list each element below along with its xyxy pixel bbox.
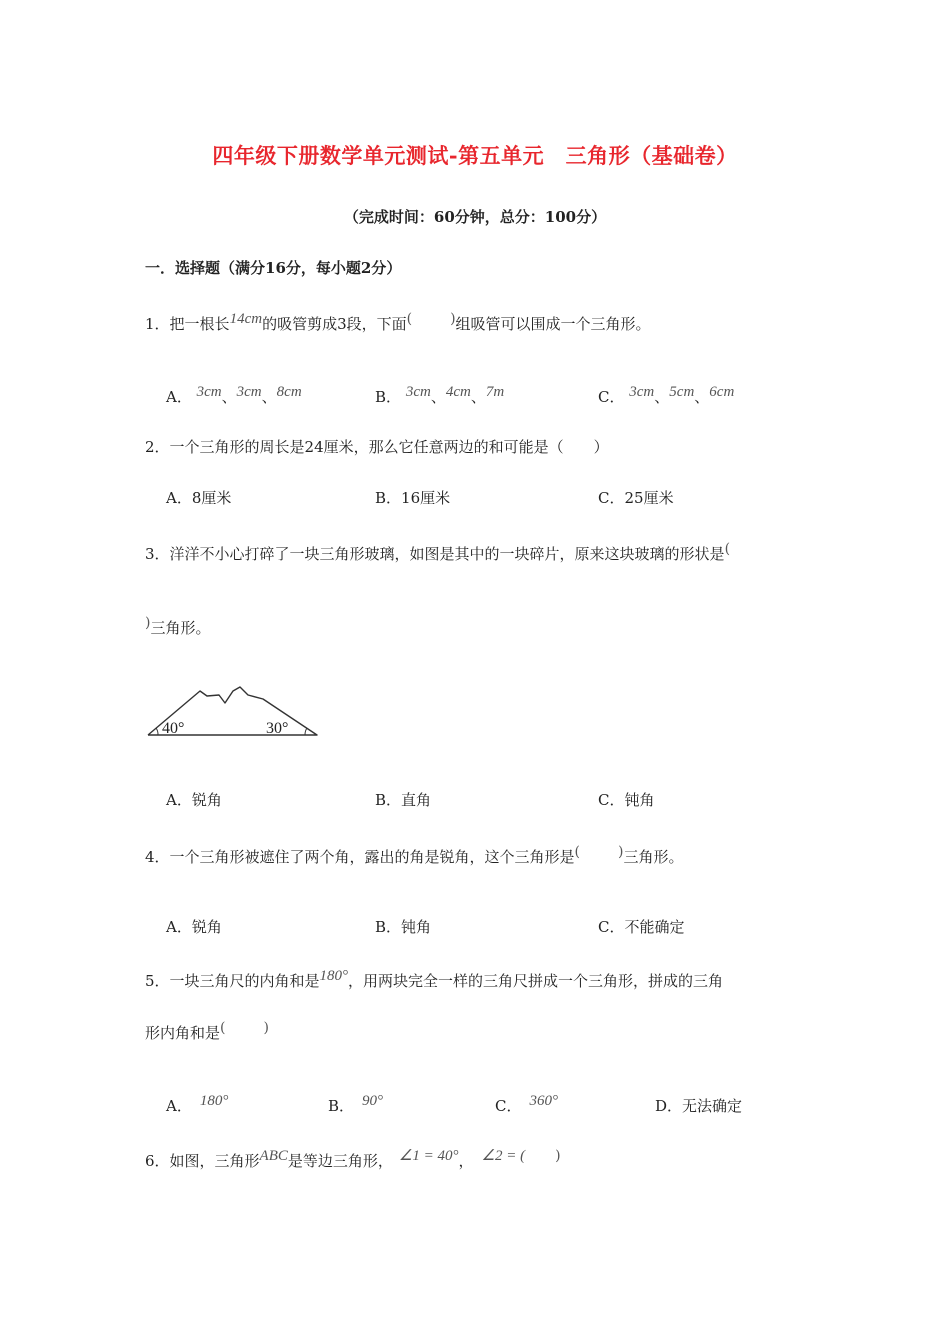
option-value: 180° bbox=[199, 1093, 229, 1109]
option-label: C． bbox=[598, 388, 625, 406]
time-score-note: （完成时间：60分钟，总分：100分） bbox=[343, 208, 607, 226]
question-text: 4．一个三角形被遮住了两个角，露出的角是锐角，这个三角形是 bbox=[145, 848, 575, 866]
question-number: 1． bbox=[145, 315, 170, 333]
option-value: 6cm bbox=[709, 384, 735, 400]
separator: 、 bbox=[261, 388, 277, 406]
option-label: B． bbox=[375, 388, 402, 406]
q2-option-b[interactable]: B．16厘米 bbox=[375, 489, 451, 507]
option-value: 5cm bbox=[669, 384, 695, 400]
q1-option-b[interactable] bbox=[375, 386, 504, 407]
angle-label-right: 30° bbox=[266, 720, 289, 737]
q3-option-b[interactable]: B．直角 bbox=[375, 791, 432, 809]
separator: 、 bbox=[654, 388, 670, 406]
question-1 bbox=[145, 313, 651, 334]
section-heading: 一．选择题（满分16分，每小题2分） bbox=[145, 259, 402, 277]
question-3-line-2 bbox=[145, 617, 210, 638]
answer-blank-close: ) bbox=[618, 844, 624, 860]
q5-option-a[interactable] bbox=[166, 1095, 228, 1116]
broken-glass-figure bbox=[145, 683, 325, 747]
separator: 、 bbox=[470, 388, 486, 406]
question-text: ，用两块完全一样的三角尺拼成一个三角形，拼成的三角 bbox=[348, 972, 724, 990]
answer-blank-open: ( bbox=[574, 844, 581, 860]
option-label: C． bbox=[495, 1097, 522, 1115]
option-label: B． bbox=[328, 1097, 355, 1115]
answer-blank-close: ) bbox=[450, 311, 456, 327]
answer-blank-close: ) bbox=[555, 1148, 561, 1164]
option-value: 3cm bbox=[236, 384, 262, 400]
angle-label-left: 40° bbox=[162, 720, 185, 737]
question-4 bbox=[145, 846, 684, 867]
answer-blank-close: ) bbox=[263, 1020, 269, 1036]
question-text: 形内角和是 bbox=[145, 1024, 221, 1042]
question-text: 3．洋洋不小心打碎了一块三角形玻璃，如图是其中的一块碎片，原来这块玻璃的形状是 bbox=[145, 545, 725, 563]
question-2: 2．一个三角形的周长是24厘米，那么它任意两边的和可能是（ ） bbox=[145, 438, 609, 456]
option-label: A． bbox=[166, 388, 192, 406]
question-text: 是等边三角形， bbox=[287, 1152, 393, 1170]
q3-option-c[interactable]: C．钝角 bbox=[598, 791, 655, 809]
option-value: 3cm bbox=[629, 384, 655, 400]
option-value: 4cm bbox=[445, 384, 471, 400]
answer-blank-open: ( bbox=[406, 311, 413, 327]
q2-option-a[interactable]: A．8厘米 bbox=[166, 489, 232, 507]
question-3 bbox=[145, 543, 730, 564]
broken-triangle-diagram bbox=[145, 683, 325, 743]
q5-option-d[interactable]: D．无法确定 bbox=[655, 1097, 743, 1115]
question-6 bbox=[145, 1150, 561, 1171]
option-value: 90° bbox=[362, 1093, 384, 1109]
q2-option-c[interactable]: C．25厘米 bbox=[598, 489, 674, 507]
answer-blank-close: ) bbox=[145, 615, 151, 631]
math-angle-1: ∠1 = 40° bbox=[398, 1148, 459, 1164]
q4-option-b[interactable]: B．钝角 bbox=[375, 918, 432, 936]
math-angle: 180° bbox=[319, 968, 349, 984]
question-text: 6．如图，三角形 bbox=[145, 1152, 260, 1170]
option-value: 3cm bbox=[196, 384, 222, 400]
option-value: 7m bbox=[485, 384, 505, 400]
question-text: 把一根长 bbox=[169, 315, 230, 333]
answer-blank-open: ( bbox=[220, 1020, 226, 1036]
separator: 、 bbox=[430, 388, 446, 406]
math-triangle-name: ABC bbox=[259, 1148, 288, 1164]
question-text: ， bbox=[458, 1152, 474, 1170]
question-text: 三角形。 bbox=[150, 619, 211, 637]
question-text: 5．一块三角尺的内角和是 bbox=[145, 972, 320, 990]
q1-option-a[interactable] bbox=[166, 386, 302, 407]
q5-option-b[interactable] bbox=[328, 1095, 383, 1116]
question-text: 三角形。 bbox=[623, 848, 684, 866]
answer-blank-open: ( bbox=[724, 541, 731, 557]
separator: 、 bbox=[221, 388, 237, 406]
option-label: A． bbox=[166, 1097, 192, 1115]
q3-option-a[interactable]: A．锐角 bbox=[166, 791, 222, 809]
q5-option-c[interactable] bbox=[495, 1095, 558, 1116]
question-text: 的吸管剪成3段，下面 bbox=[262, 315, 407, 333]
question-5-line-2 bbox=[145, 1022, 269, 1043]
question-5 bbox=[145, 970, 723, 991]
q4-option-c[interactable]: C．不能确定 bbox=[598, 918, 685, 936]
question-text: 组吸管可以围成一个三角形。 bbox=[455, 315, 651, 333]
option-value: 360° bbox=[529, 1093, 558, 1109]
q4-option-a[interactable]: A．锐角 bbox=[166, 918, 222, 936]
option-value: 3cm bbox=[405, 384, 431, 400]
page-title: 四年级下册数学单元测试-第五单元 三角形（基础卷） bbox=[212, 143, 738, 168]
math-length: 14cm bbox=[229, 311, 263, 327]
separator: 、 bbox=[694, 388, 710, 406]
q1-option-c[interactable] bbox=[598, 386, 734, 407]
option-value: 8cm bbox=[276, 384, 302, 400]
math-angle-2: ∠2 = ( bbox=[481, 1148, 526, 1164]
